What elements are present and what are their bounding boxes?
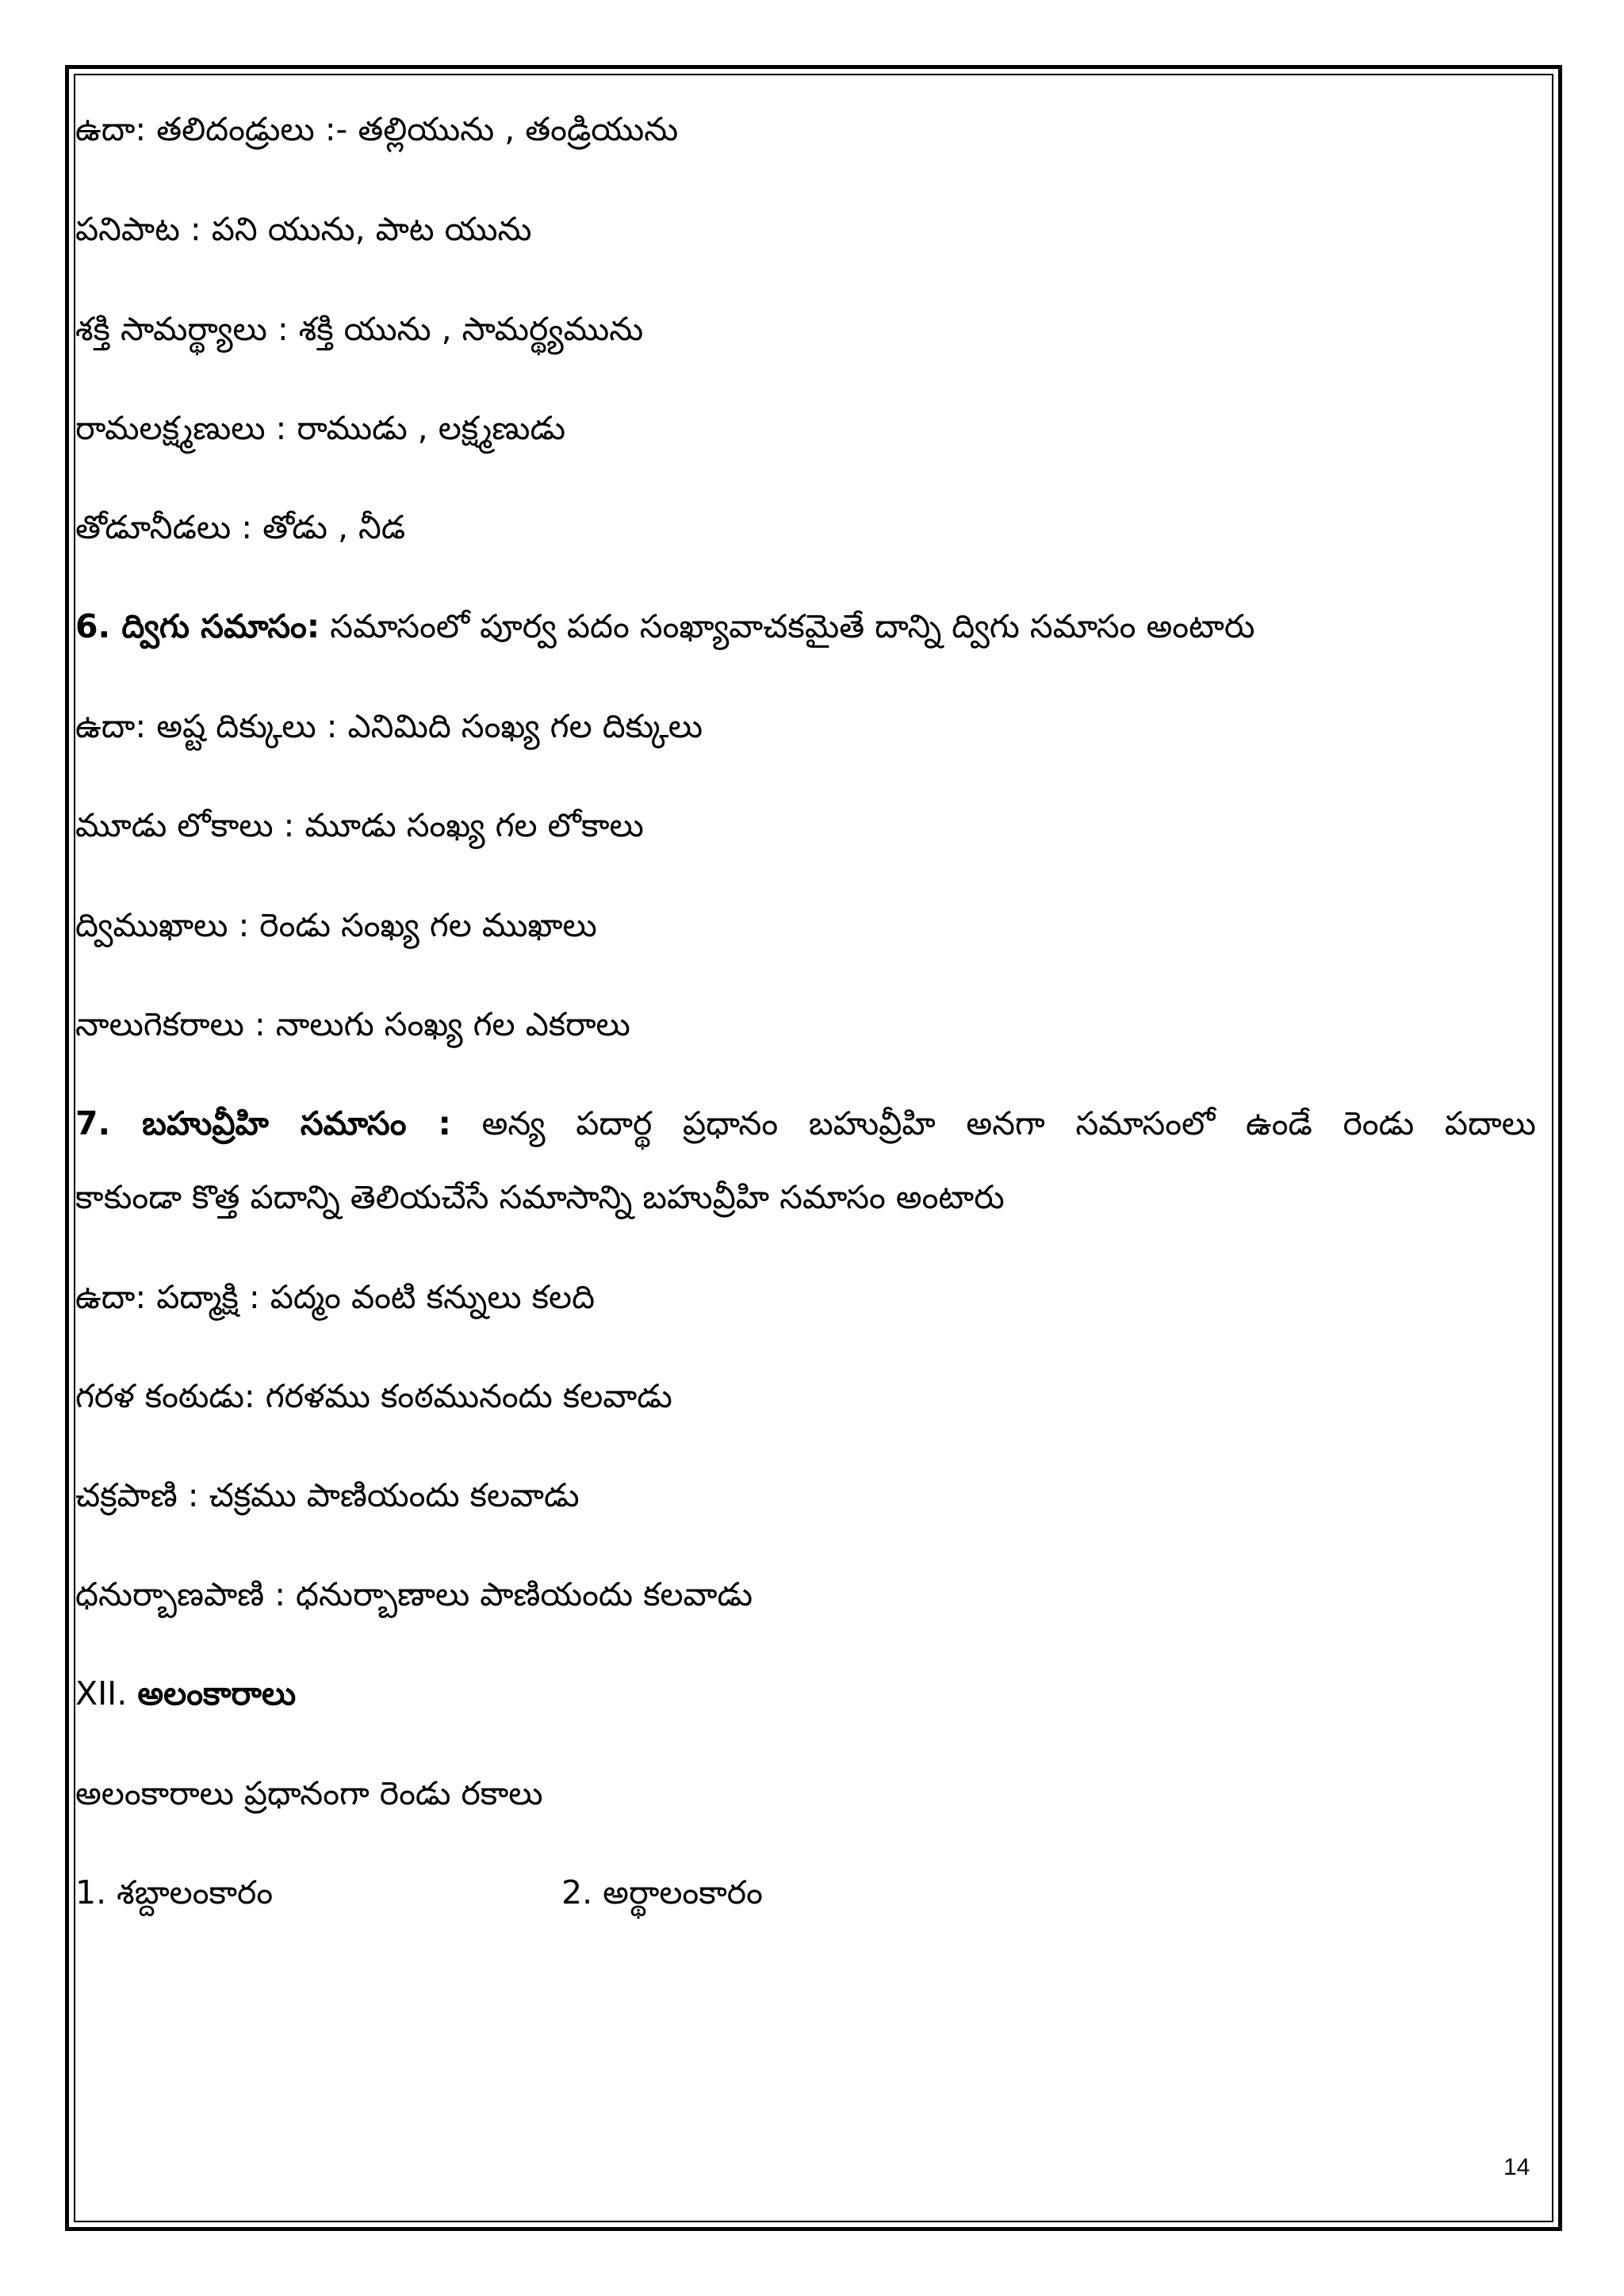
section-heading: అలంకారాలు: [137, 1674, 297, 1712]
line-text: గరళ కంఠుడు: గరళము కంఠమునందు కలవాడు: [75, 1377, 672, 1415]
example-line: [75, 1571, 753, 1618]
section-heading: 6. ద్విగు సమాసం:: [75, 607, 320, 645]
line-text: కాకుండా కొత్త పదాన్ని తెలియచేసే సమాసాన్ని బహువ్రీహి సమాసం అంటారు: [75, 1178, 1005, 1216]
section-number: XII.: [75, 1674, 138, 1712]
alankara-types: [75, 1869, 1503, 1916]
example-line: [75, 105, 678, 153]
type-first: 1. శబ్దాలంకారం: [75, 1873, 274, 1911]
example-line: [75, 901, 597, 949]
example-line: [75, 1471, 580, 1519]
line-text: చక్రపాణి : చక్రము పాణియందు కలవాడు: [75, 1476, 580, 1514]
line-text: పనిపాట : పని యును, పాట యును: [75, 210, 532, 248]
line-text: నాలుగెకరాలు : నాలుగు సంఖ్య గల ఎకరాలు: [75, 1005, 630, 1043]
example-line: [75, 1001, 630, 1048]
line-text: ఉదా: తలిదండ్రులు :- తల్లియును , తండ్రియును: [75, 110, 679, 148]
section-bahuvrihi: [75, 1100, 1536, 1147]
example-line: [75, 702, 703, 750]
example-line: [75, 205, 531, 253]
type-second: 2. అర్థాలంకారం: [561, 1873, 763, 1911]
line-text: తోడూనీడలు : తోడు , నీడ: [75, 508, 406, 546]
section-definition: సమాసంలో పూర్వ పదం సంఖ్యావాచకమైతే దాన్ని ద్విగు సమాసం అంటారు: [320, 607, 1255, 645]
page-number: 14: [1503, 2154, 1530, 2180]
line-text: అలంకారాలు ప్రధానంగా రెండు రకాలు: [75, 1774, 543, 1812]
example-line: [75, 802, 644, 849]
line-text: శక్తి సామర్థ్యాలు : శక్తి యును , సామర్థ్యమును: [75, 310, 644, 348]
section-dvigu: [75, 603, 1254, 650]
section-alankaralu: [75, 1670, 296, 1717]
example-line: [75, 305, 643, 353]
line-text: ధనుర్బాణపాణి : ధనుర్బాణాలు పాణియందు కలవాడు: [75, 1575, 753, 1613]
example-line: [75, 404, 565, 452]
line-text: ద్విముఖాలు : రెండు సంఖ్య గల ముఖాలు: [75, 906, 597, 944]
line-text: ఉదా: అష్ట దిక్కులు : ఎనిమిది సంఖ్య గల దిక్కులు: [75, 707, 703, 745]
line-text: రామలక్ష్మణులు : రాముడు , లక్ష్మణుడు: [75, 409, 566, 447]
definition-continuation: [75, 1173, 1005, 1221]
line-text: ఉదా: పద్మాక్షి : పద్మం వంటి కన్నులు కలది: [75, 1278, 596, 1316]
section-heading: 7. బహువ్రీహి సమాసం :: [75, 1104, 451, 1142]
example-line: [75, 1273, 595, 1321]
example-line: [75, 1372, 672, 1420]
section-definition: అన్య పదార్థ ప్రధానం బహువ్రీహి అనగా సమాసంలో ఉండే రెండు పదాలు: [450, 1104, 1536, 1142]
body-line: [75, 1770, 543, 1817]
example-line: [75, 503, 405, 551]
line-text: మూడు లోకాలు : మూడు సంఖ్య గల లోకాలు: [75, 806, 644, 844]
